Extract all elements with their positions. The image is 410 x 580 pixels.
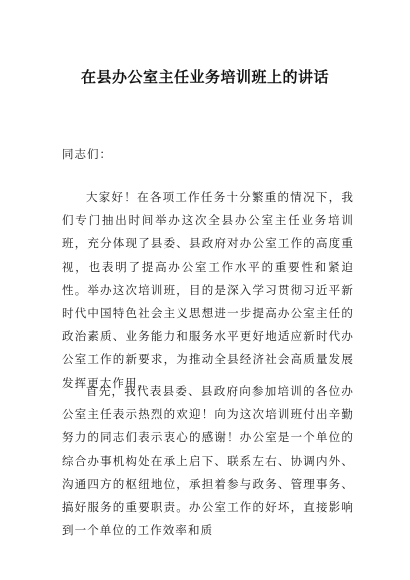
paragraph: 大家好！在各项工作任务十分繁重的情况下，我们专门抽出时间举办这次全县办公室主任业务培训班，充分体现了县委、县政府对办公室工作的高度重视，也表明了提高办公室工作水平的重要性和紧迫性。举办这次培训班，目的是深入学习贯彻习近平新时代中国特色社会主义思想进一步提高办公室主任的政治素质、业务能力和服务水平更好地适应新时代办公室工作的新要求，为推动全县经济社会高质量发展发挥更大作用。 — [62, 190, 354, 390]
document-title: 在县办公室主任业务培训班上的讲话 — [80, 68, 329, 86]
salutation: 同志们： — [62, 147, 112, 161]
paragraph: 首先，我代表县委、县政府向参加培训的各位办公室主任表示热烈的欢迎！向为这次培训班付出辛勤努力的同志们表示衷心的感谢！办公室是一个单位的综合办事机构处在承上启下、联系左右、协调内外、沟通四方的枢纽地位，承担着参与政务、管理事务、搞好服务的重要职责。办公室工作的好坏，直接影响到一个单位的工作效率和质 — [62, 384, 354, 538]
